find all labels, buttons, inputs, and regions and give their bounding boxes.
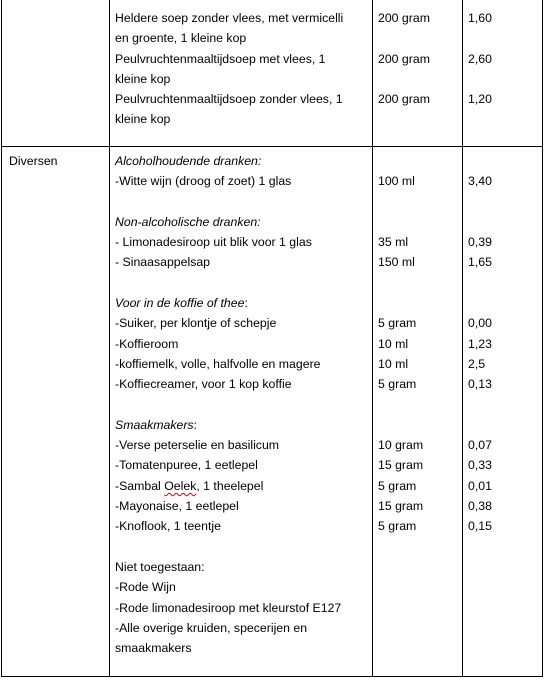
amount: 15 gram bbox=[378, 458, 424, 473]
spellcheck-marked-word: Oelek bbox=[164, 478, 197, 493]
category-label: Diversen bbox=[9, 154, 58, 168]
item-name: -Witte wijn (droog of zoet) 1 glas bbox=[115, 174, 292, 189]
table-border-bottom bbox=[1, 676, 543, 677]
amount: 5 gram bbox=[378, 377, 417, 392]
group-heading-suffix: : bbox=[244, 296, 248, 311]
amount: 200 gram bbox=[378, 51, 430, 66]
not-allowed-heading: Niet toegestaan: bbox=[115, 559, 205, 574]
item-name: -Tomatenpuree, 1 eetlepel bbox=[115, 458, 258, 473]
item-name: -Koffiecreamer, voor 1 kop koffie bbox=[115, 377, 292, 392]
value: 1,65 bbox=[468, 255, 492, 270]
item-name-part: , 1 theelepel bbox=[196, 478, 264, 493]
group-heading: Voor in de koffie of thee bbox=[115, 296, 245, 311]
item-name: -Mayonaise, 1 eetlepel bbox=[115, 499, 239, 514]
soup-description-column bbox=[115, 8, 365, 130]
value: 0,33 bbox=[468, 458, 492, 473]
amount: 35 ml bbox=[378, 235, 409, 250]
value: 2,5 bbox=[468, 356, 486, 371]
value: 0,15 bbox=[468, 519, 492, 534]
column-divider bbox=[372, 0, 373, 677]
not-allowed-item: -Rode limonadesiroop met kleurstof E127 bbox=[115, 600, 342, 615]
item-name: -Verse peterselie en basilicum bbox=[115, 438, 280, 453]
diversen-amount-column bbox=[378, 151, 458, 537]
value: 1,60 bbox=[468, 11, 492, 25]
value: 0,39 bbox=[468, 235, 492, 250]
item-name: -Koffieroom bbox=[115, 336, 179, 351]
description-line: Peulvruchtenmaaltijdsoep met vlees, 1 bbox=[115, 51, 326, 66]
item-name: -Suiker, per klontje of schepje bbox=[115, 316, 277, 331]
amount: 200 gram bbox=[378, 11, 430, 25]
group-heading: Non-alcoholische dranken: bbox=[115, 214, 261, 229]
value: 1,20 bbox=[468, 92, 492, 107]
item-name: - Limonadesiroop uit blik voor 1 glas bbox=[115, 235, 312, 250]
column-divider bbox=[109, 0, 110, 677]
amount: 10 ml bbox=[378, 356, 409, 371]
table-border-left bbox=[1, 0, 2, 677]
item-name: -koffiemelk, volle, halfvolle en magere bbox=[115, 356, 321, 371]
amount: 5 gram bbox=[378, 478, 417, 493]
group-heading-suffix: : bbox=[193, 417, 198, 432]
soup-value-column bbox=[468, 8, 538, 109]
not-allowed-item: smaakmakers bbox=[115, 641, 192, 656]
value: 0,07 bbox=[468, 438, 492, 453]
item-name-part: -Sambal bbox=[115, 478, 165, 493]
description-line: Heldere soep zonder vlees, met vermicelli bbox=[115, 11, 344, 25]
item-name: -Knoflook, 1 teentje bbox=[115, 519, 221, 534]
row-divider bbox=[1, 146, 543, 147]
not-allowed-item: -Alle overige kruiden, specerijen en bbox=[115, 620, 308, 635]
value: 0,38 bbox=[468, 499, 492, 514]
value: 0,00 bbox=[468, 316, 492, 331]
value: 0,01 bbox=[468, 478, 492, 493]
group-heading: Alcoholhoudende dranken: bbox=[115, 154, 262, 168]
amount: 10 ml bbox=[378, 336, 409, 351]
amount: 200 gram bbox=[378, 92, 430, 107]
value: 2,60 bbox=[468, 51, 492, 66]
not-allowed-item: -Rode Wijn bbox=[115, 580, 176, 595]
description-line: kleine kop bbox=[115, 71, 171, 86]
description-line: en groente, 1 kleine kop bbox=[115, 31, 247, 46]
table-border-right bbox=[542, 0, 543, 677]
item-name-line bbox=[115, 476, 365, 496]
amount: 15 gram bbox=[378, 499, 424, 514]
value: 3,40 bbox=[468, 174, 492, 189]
amount: 100 ml bbox=[378, 174, 415, 189]
amount: 5 gram bbox=[378, 316, 417, 331]
soup-amount-column bbox=[378, 8, 458, 109]
amount: 5 gram bbox=[378, 519, 417, 534]
amount: 10 gram bbox=[378, 438, 424, 453]
value: 1,23 bbox=[468, 336, 492, 351]
description-line: kleine kop bbox=[115, 112, 171, 127]
value: 0,13 bbox=[468, 377, 492, 392]
diversen-value-column bbox=[468, 151, 538, 537]
group-heading: Smaakmakers bbox=[115, 417, 194, 432]
amount: 150 ml bbox=[378, 255, 415, 270]
group-heading-line bbox=[115, 293, 365, 313]
column-divider bbox=[462, 0, 463, 677]
group-heading-line bbox=[115, 415, 365, 435]
item-name: - Sinaasappelsap bbox=[115, 255, 211, 270]
description-line: Peulvruchtenmaaltijdsoep zonder vlees, 1 bbox=[115, 92, 343, 107]
diversen-description-column bbox=[115, 151, 365, 658]
